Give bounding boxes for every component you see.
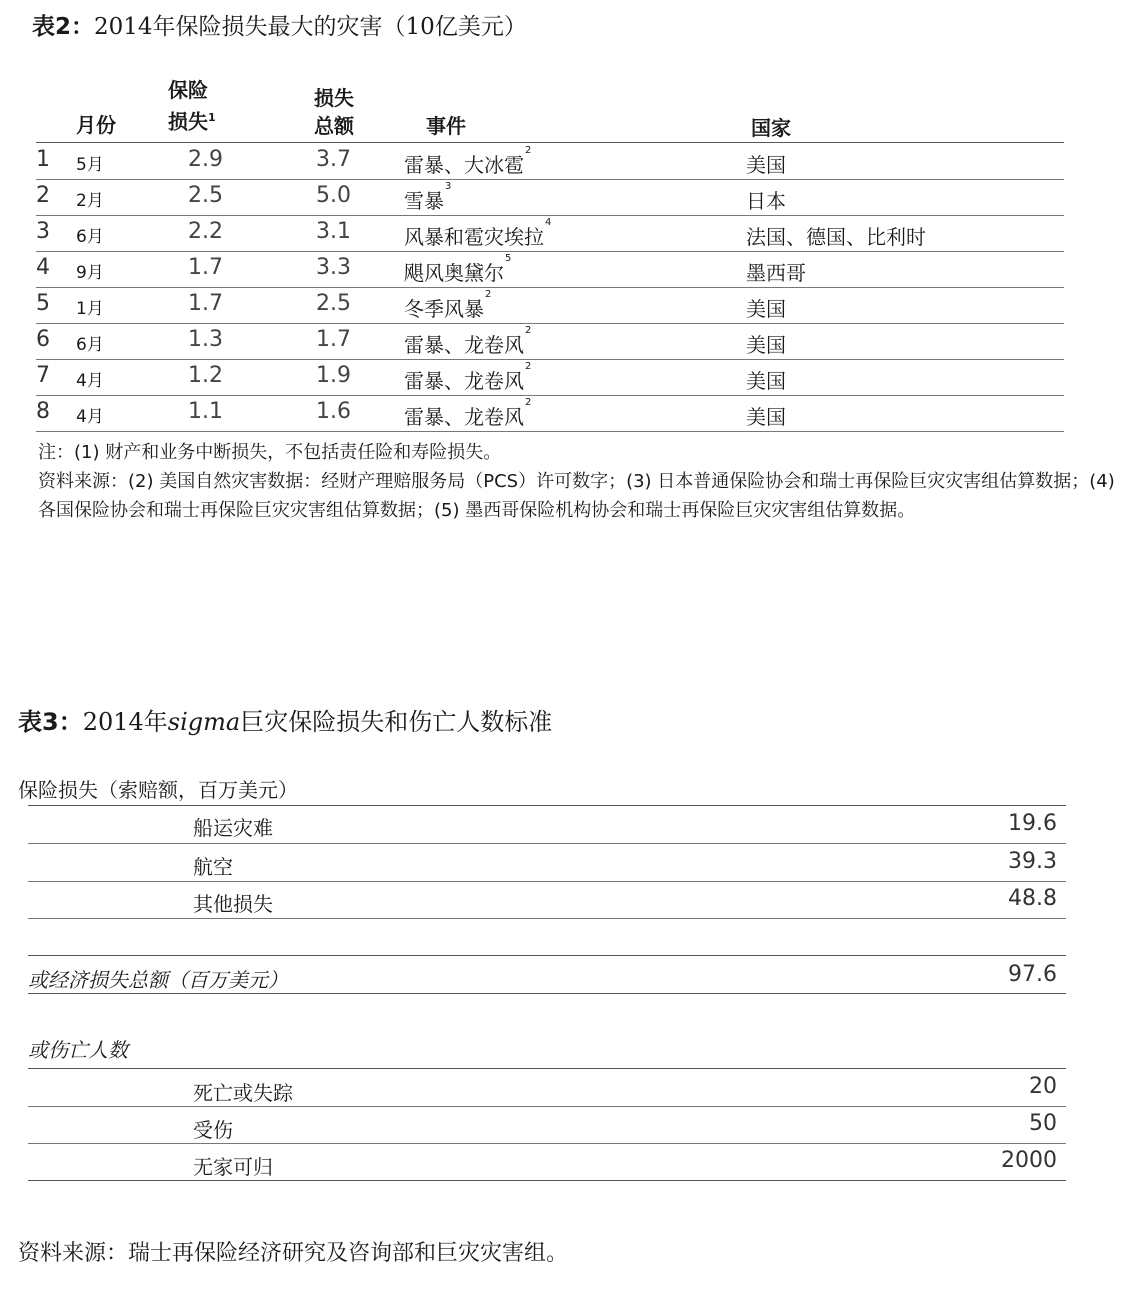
row-event-footnote: 2: [525, 145, 532, 156]
economic-top-rule: [28, 955, 1066, 956]
row-month: 4月: [76, 407, 104, 427]
table2-title: [32, 8, 527, 41]
row-country: 美国: [746, 369, 786, 393]
row-insured-loss: 1.7: [188, 291, 223, 316]
row-rule: [28, 1143, 1066, 1144]
row-month: 2月: [76, 191, 104, 211]
header-event: 事件: [426, 114, 466, 138]
insured-item-label: 其他损失: [193, 892, 273, 916]
row-rule: [28, 843, 1066, 844]
casualties-section-rule: [28, 1068, 1066, 1069]
table-row: [36, 395, 1066, 431]
row-index: 2: [36, 183, 50, 208]
header-insured-line2: 损失: [168, 109, 208, 134]
row-total-loss: 1.7: [316, 327, 351, 352]
table-row: [36, 215, 1066, 251]
row-insured-loss: 1.1: [188, 399, 223, 424]
row-insured-loss: 2.2: [188, 219, 223, 244]
insured-item-value: 19.6: [1008, 811, 1057, 836]
insured-item-value: 39.3: [1008, 849, 1057, 874]
row-month: 6月: [76, 335, 104, 355]
row-event: 雷暴、龙卷风: [404, 405, 524, 429]
header-insured-loss: [168, 76, 216, 136]
row-month: 9月: [76, 263, 104, 283]
insured-section-rule: [28, 805, 1066, 806]
row-country: 墨西哥: [746, 261, 806, 285]
table3-title-sigma: sigma: [167, 708, 241, 736]
row-event: 风暴和雹灾埃拉: [404, 225, 544, 249]
economic-loss-label: 或经济损失总额（百万美元）: [28, 968, 288, 992]
row-country: 美国: [746, 333, 786, 357]
header-insured-sup: 1: [208, 111, 216, 124]
row-index: 7: [36, 363, 50, 388]
table2-title-text: 2014年保险损失最大的灾害（10亿美元）: [94, 14, 527, 40]
row-insured-loss: 1.7: [188, 255, 223, 280]
row-month: 5月: [76, 155, 104, 175]
row-country: 法国、德国、比利时: [746, 225, 926, 249]
table2-note: [38, 438, 1118, 525]
header-country: 国家: [751, 116, 791, 140]
row-insured-loss: 2.5: [188, 183, 223, 208]
row-index: 5: [36, 291, 50, 316]
row-rule: [36, 431, 1064, 432]
header-month: 月份: [76, 113, 116, 137]
section-casualties: 或伤亡人数: [28, 1038, 128, 1062]
row-month: 6月: [76, 227, 104, 247]
row-event-footnote: 2: [485, 289, 492, 300]
row-total-loss: 1.6: [316, 399, 351, 424]
row-index: 6: [36, 327, 50, 352]
row-country: 日本: [746, 189, 786, 213]
row-index: 4: [36, 255, 50, 280]
row-event-footnote: 5: [505, 253, 512, 264]
header-insured-line1: 保险: [168, 78, 208, 102]
table3-title-rest: 巨灾保险损失和伤亡人数标准: [240, 708, 553, 736]
table2-source: 资料来源：(2) 美国自然灾害数据：经财产理赔服务局（PCS）许可数字；(3) 日本普通保险协会和瑞士再保险巨灾灾害组估算数据；(4) 各国保险协会和瑞士再保险巨灾灾害组估算数据；(5) 墨西哥保险机构协会和瑞士再保险巨灾灾害组估算数据。: [38, 471, 1115, 521]
casualty-item-value: 2000: [1001, 1148, 1057, 1173]
table3-title-prefix: 表3：: [18, 708, 83, 736]
header-total-line1: 损失: [314, 86, 354, 110]
insured-item-label: 航空: [193, 855, 233, 879]
table-row: [36, 287, 1066, 323]
table-row: [36, 359, 1066, 395]
table-row: [36, 251, 1066, 287]
row-event-footnote: 2: [525, 325, 532, 336]
table3-title: [18, 702, 552, 737]
row-event-footnote: 2: [525, 397, 532, 408]
casualty-item-value: 20: [1029, 1074, 1057, 1099]
row-event: 雷暴、龙卷风: [404, 369, 524, 393]
table2-note-line: 注：(1) 财产和业务中断损失，不包括责任险和寿险损失。: [38, 442, 502, 463]
row-event: 雷暴、龙卷风: [404, 333, 524, 357]
row-total-loss: 5.0: [316, 183, 351, 208]
row-country: 美国: [746, 153, 786, 177]
row-month: 4月: [76, 371, 104, 391]
table-row: [36, 143, 1066, 179]
row-event-footnote: 3: [445, 181, 452, 192]
row-event: 雷暴、大冰雹: [404, 153, 524, 177]
header-total-loss: [314, 84, 354, 140]
casualty-item-label: 无家可归: [193, 1155, 273, 1179]
insured-item-value: 48.8: [1008, 886, 1057, 911]
row-event-footnote: 4: [545, 217, 552, 228]
row-event: 雪暴: [404, 189, 444, 213]
row-event: 飓风奥黛尔: [404, 261, 504, 285]
casualty-item-value: 50: [1029, 1111, 1057, 1136]
table-row: [36, 179, 1066, 215]
row-index: 8: [36, 399, 50, 424]
casualty-item-label: 受伤: [193, 1118, 233, 1142]
row-month: 1月: [76, 299, 104, 319]
row-rule: [28, 1106, 1066, 1107]
row-index: 1: [36, 147, 50, 172]
header-total-line2: 总额: [314, 114, 354, 138]
row-country: 美国: [746, 405, 786, 429]
row-insured-loss: 1.2: [188, 363, 223, 388]
insured-item-label: 船运灾难: [193, 816, 273, 840]
section-insured-loss: 保险损失（索赔额，百万美元）: [18, 778, 298, 802]
footer-source: 资料来源：瑞士再保险经济研究及咨询部和巨灾灾害组。: [18, 1241, 569, 1266]
row-event: 冬季风暴: [404, 297, 484, 321]
row-event-footnote: 2: [525, 361, 532, 372]
casualty-item-label: 死亡或失踪: [193, 1081, 293, 1105]
row-total-loss: 2.5: [316, 291, 351, 316]
row-insured-loss: 1.3: [188, 327, 223, 352]
table2-title-prefix: 表2：: [32, 14, 95, 40]
row-rule: [28, 918, 1066, 919]
economic-bottom-rule: [28, 993, 1066, 994]
table3-title-year: 2014年: [82, 708, 168, 736]
row-total-loss: 3.3: [316, 255, 351, 280]
row-insured-loss: 2.9: [188, 147, 223, 172]
row-rule: [28, 881, 1066, 882]
row-total-loss: 1.9: [316, 363, 351, 388]
economic-loss-value: 97.6: [1008, 962, 1057, 987]
row-country: 美国: [746, 297, 786, 321]
row-total-loss: 3.7: [316, 147, 351, 172]
row-index: 3: [36, 219, 50, 244]
table3-bottom-rule: [28, 1180, 1066, 1181]
table-row: [36, 323, 1066, 359]
row-total-loss: 3.1: [316, 219, 351, 244]
